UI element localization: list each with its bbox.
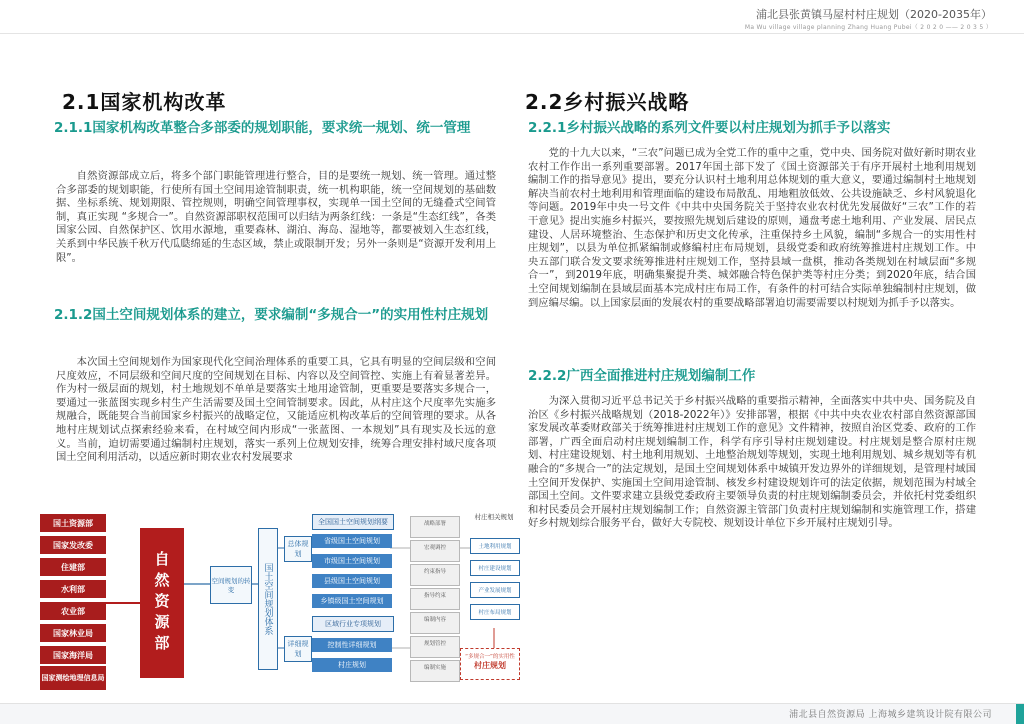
detailed-plan-label: 详细规划 (284, 636, 312, 662)
planning-system-diagram (40, 508, 520, 690)
ministry-seal: 自然资源部 (140, 528, 184, 678)
planning-system-box: 国土空间规划体系 (258, 528, 278, 670)
content-box: 约束指导 (410, 564, 460, 586)
paragraph-2-1-1: 自然资源部成立后，将多个部门职能管理进行整合，目的是要统一规划、统一管理。通过整合多部委的规划职能，行使所有国土空间用途管制职责，统一机构职能，统一空间规划的基础数据、坐标系统、规划期限、管控规则，明确空间管理事权，实现单一国土空间的无缝叠式空间管制，真正实现 “多规合一”。自然资源部职权范围可以归结为两条红线：一条是“生态红线”，各类国家公园、自然保护区、饮用水源地，重要森林、湖泊、海岛、湿地等，都要被划入生态红线，关系到中华民族千秋万代瓜瓞绵延的生态区域，禁止或限制开发；另外一条则是“资源开发利用上限”。 (56, 170, 496, 264)
department-box: 国家海洋局 (40, 646, 106, 664)
paragraph-2-1-2: 本次国土空间规划作为国家现代化空间治理体系的重要工具，它具有明显的空间层级和空间尺度效应，不同层级和空间尺度的空间规划在目标、内容以及空间管控、实施上有着显著差异。作为村一级层面的规划，村土地规划不单单是要落实土地用途管制，更重要是要落实多规合一，要通过一张蓝图实现乡村生产生活需要及国土空间管制要求。因此，从村庄这个尺度率先实施多规融合，既能契合当前国家乡村振兴的战略定位，又能适应机构改革后的空间管理的要求。从各地村庄规划试点探索经验来看，在村域空间内形成“一张蓝图、一本规划”具有现实及长远的意义。当前，迫切需要通过编制村庄规划，落实一系列上位规划安排，统筹合理安排村域尺度各项国土空间利用活动，以适应新时期农业农村发展要求 (56, 356, 496, 464)
planning-transition-box: 空间规划的转变 (210, 566, 252, 604)
village-related-plan: 土地利用规划 (470, 538, 520, 554)
content-box: 指导约束 (410, 588, 460, 610)
department-box: 国家测绘地理信息局 (40, 666, 106, 690)
content-box: 编制实施 (410, 660, 460, 682)
village-related-plan: 产业发展规划 (470, 582, 520, 598)
plan-level-box: 省级国土空间规划 (312, 534, 392, 548)
footer-accent (1016, 704, 1024, 724)
plan-level-box: 村庄规划 (312, 658, 392, 672)
plan-level-box: 乡镇级国土空间规划 (312, 594, 392, 608)
plan-level-box: 县级国土空间规划 (312, 574, 392, 588)
village-related-plan: 村庄布局规划 (470, 604, 520, 620)
subsection-title-2-2-1: 2.2.1乡村振兴战略的系列文件要以村庄规划为抓手予以落实 (528, 120, 891, 136)
section-title-2-2: 2.2乡村振兴战略 (525, 90, 690, 114)
footer-organizations: 浦北县自然资源局 上海城乡建筑设计院有限公司 (789, 710, 992, 720)
plan-level-box: 控制性详细规划 (312, 638, 392, 652)
header-divider (0, 33, 1024, 34)
village-related-plan: 村庄建设规划 (470, 560, 520, 576)
department-box: 国家林业局 (40, 624, 106, 642)
village-plans-title: 村庄相关规划 (474, 513, 514, 521)
department-box: 农业部 (40, 602, 106, 620)
content-box: 宏观调控 (410, 540, 460, 562)
department-box: 国土资源部 (40, 514, 106, 532)
plan-level-box: 区域行业专项规划 (312, 616, 394, 632)
village-plan-label: 村庄规划 (474, 661, 506, 670)
plan-level-box: 全国国土空间规划纲要 (312, 514, 394, 530)
content-box: 规划管控 (410, 636, 460, 658)
department-box: 水利部 (40, 580, 106, 598)
subsection-title-2-1-1: 2.1.1国家机构改革整合多部委的规划职能，要求统一规划、统一管理 (54, 120, 471, 136)
subsection-title-2-2-2: 2.2.2广西全面推进村庄规划编制工作 (528, 368, 756, 384)
document-title: 浦北县张黄镇马屋村村庄规划（2020-2035年） (756, 8, 992, 21)
content-box: 编制内容 (410, 612, 460, 634)
paragraph-2-2-1: 党的十九大以来，“三农”问题已成为全党工作的重中之重，党中央、国务院对做好新时期农业农村工作作出一系列重要部署。2017年国土部下发了《国土资源部关于有序开展村土地利用规划编制工作的指导意见》提出，要充分认识村土地利用总体规划的重大意义，要通过编制村土地规划解决当前农村土地利用和管理面临的建设布局散乱、用地粗放低效、公共设施缺乏、乡村风貌退化等问题。2019年中央一号文件《中共中央国务院关于坚持农业农村优先发展做好“三农”工作的若干意见》提出实施乡村振兴，要按照先规划后建设的原则，通盘考虑土地利用、产业发展、居民点建设、人居环境整治、生态保护和历史文化传承，注重保持乡土风貌，编制“多规合一的实用性村庄规划”，以县为单位抓紧编制或修编村庄布局规划，县级党委和政府统筹推进村庄规划工作。中央五部门联合发文要求统筹推进村庄规划工作，坚持县域一盘棋，推动各类规划在村域层面“多规合一”，到2019年底，明确集聚提升类、城郊融合特色保护类等村庄分类；到2020年底，结合国土空间规划编制在县域层面基本完成村庄布局工作，有条件的村可结合实际单独编制村庄规划，做到应编尽编。以上国家层面的发展农村的重要战略部署迫切需要需要以村规划为抓手予以落实。 (528, 147, 976, 309)
plan-level-box: 市级国土空间规划 (312, 554, 392, 568)
document-subtitle: Ma Wu village village planning Zhang Huang Pubei（ 2 0 2 0 —— 2 0 3 5 ） (744, 24, 992, 31)
paragraph-2-2-2: 为深入贯彻习近平总书记关于乡村振兴战略的重要指示精神，全面落实中共中央、国务院及自治区《乡村振兴战略规划（2018-2022年）》安排部署，根据《中共中央农业农村部自然资源部国家发展改革委财政部关于统筹推进村庄规划工作的意见》文件精神，按照自治区党委、政府的工作部署，广西全面启动村庄规划编制工作，科学有序引导村庄规划建设。村庄规划是整合原村庄规划、村庄建设规划、村土地利用规划、土地整治规划等规划，实现土地利用规划、城乡规划等有机融合的“多规合一”的法定规划，是国土空间规划体系中城镇开发边界外的详细规划，是管理村域国土空间开发保护、实施国土空间用途管制、核发乡村建设规划许可的法定依据，规划范围为村域全部国土空间。文件要求建立县级党委政府主要领导负责的村庄规划编制委员会，并依托村党委组织和村民委员会开展村庄规划编制工作；自然资源主管部门负责村庄规划编制和实施管理工作，搭建好乡村规划综合服务平台，做好大专院校、规划设计单位下乡开展村庄规划引导。 (528, 395, 976, 530)
department-box: 国家发改委 (40, 536, 106, 554)
overall-plan-label: 总体规划 (284, 536, 312, 562)
village-plan-caption: “多规合一”的实用性 (465, 654, 515, 660)
department-box: 住建部 (40, 558, 106, 576)
village-plan-highlight (460, 648, 520, 680)
subsection-title-2-1-2: 2.1.2国土空间规划体系的建立，要求编制“多规合一”的实用性村庄规划 (54, 307, 489, 323)
content-box: 战略部署 (410, 516, 460, 538)
section-title-2-1: 2.1国家机构改革 (62, 90, 227, 114)
